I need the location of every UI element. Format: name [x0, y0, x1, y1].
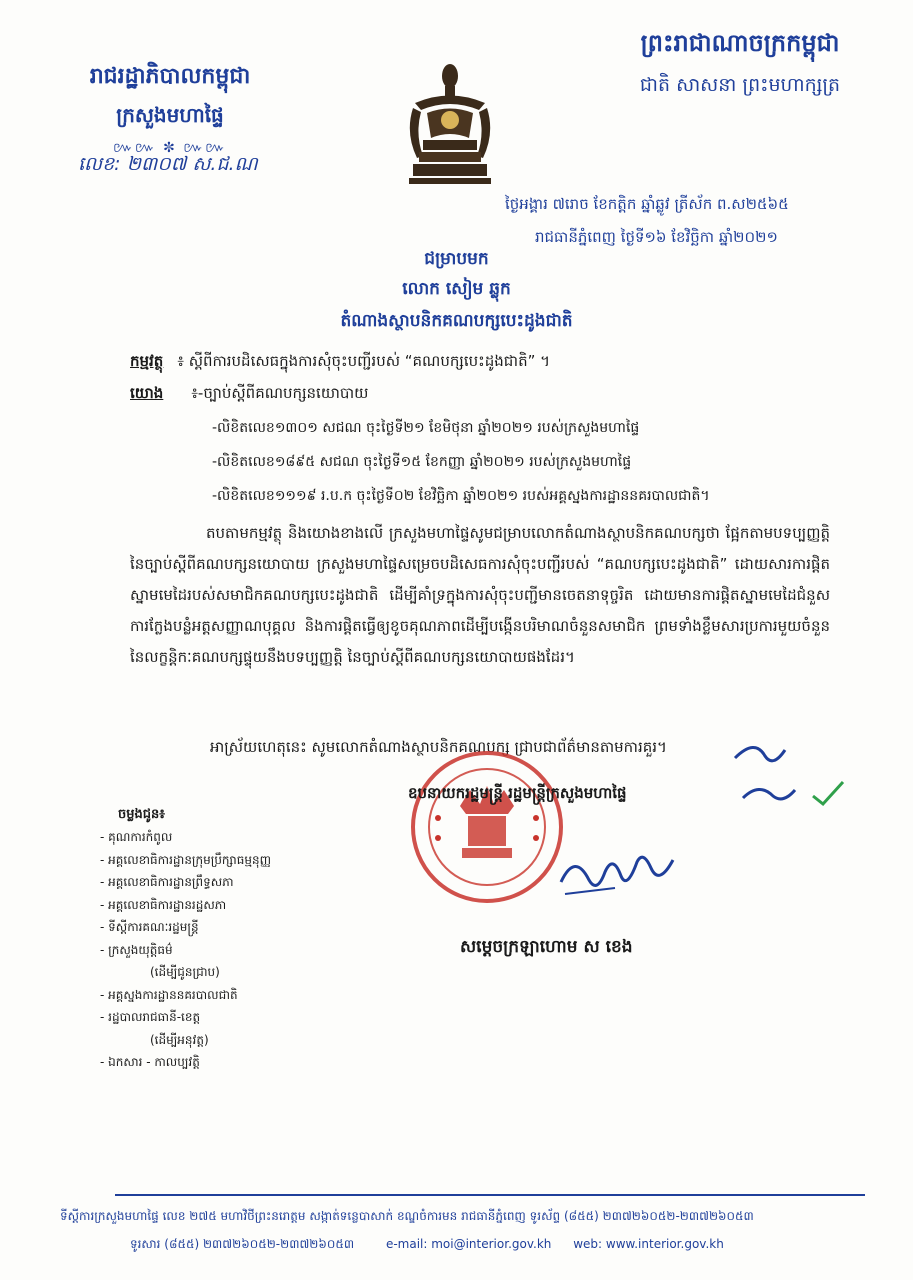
- cc-purpose-note: (ដើម្បីអនុវត្ត): [150, 1032, 209, 1047]
- cc-item: - គុណការកំពូល: [100, 830, 173, 844]
- cc-list: [100, 826, 271, 1074]
- recipient-name: លោក សៀម ឆ្លុក: [402, 279, 511, 299]
- solar-date: រាជធានីភ្នំពេញ ថ្ងៃទី១៦ ខែវិច្ឆិកា ឆ្នាំ២០២១: [535, 228, 778, 246]
- kingdom-name: ព្រះរាជាណាចក្រកម្ពុជា: [640, 29, 840, 57]
- reference-item: -លិខិតលេខ១១១៩ រ.ប.ក ចុះថ្ងៃទី០២ ខែវិច្ឆិកា ឆ្នាំ២០២១ របស់អគ្គស្នងការដ្ឋាននគរបាលជាតិ។: [212, 488, 710, 504]
- cc-title: ចម្លងជូន៖: [118, 807, 165, 822]
- footer-contacts: [130, 1236, 724, 1254]
- initials-check-icon: [725, 738, 875, 808]
- reference-label: យោង: [130, 384, 164, 402]
- reference-item: -លិខិតលេខ១៣០១ សជណ ចុះថ្ងៃទី២១ ខែមិថុនា ឆ្នាំ២០២១ របស់ក្រសួងមហាផ្ទៃ: [212, 420, 640, 436]
- official-seal-icon: [408, 748, 566, 906]
- footer-web: web: www.interior.gov.kh: [573, 1237, 724, 1251]
- cc-item: - អគ្គស្នងការដ្ឋាននគរបាលជាតិ: [100, 987, 238, 1002]
- national-motto: ជាតិ សាសនា ព្រះមហាក្សត្រ: [639, 74, 841, 96]
- cc-item: - រដ្ឋបាលរាជធានី-ខេត្ត: [100, 1010, 201, 1024]
- cc-item: - ឯកសារ - កាលប្បវត្តិ: [100, 1055, 200, 1069]
- cc-item: - ទីស្តីការគណៈរដ្ឋមន្ត្រី: [100, 920, 199, 934]
- header-ornament: ៚៚ ✼ ៚៚: [113, 140, 227, 156]
- signer-name: សម្តេចក្រឡាហោម ស ខេង: [460, 937, 633, 957]
- reference-item: ៖-ច្បាប់ស្តីពីគណបក្សនយោបាយ: [191, 384, 369, 402]
- subject-text: ៖ ស្តីពីការបដិសេធក្នុងការសុំចុះបញ្ជីរបស់ “គណបក្សបេះដូងជាតិ” ។: [177, 352, 551, 370]
- subject-line: [130, 352, 550, 374]
- handwritten-signature-icon: [555, 842, 685, 902]
- signatory-title: ឧបនាយករដ្ឋមន្ត្រី រដ្ឋមន្ត្រីក្រសួងមហាផ្ទៃ: [408, 784, 627, 802]
- subject-label: កម្មវត្ថុ: [130, 352, 164, 370]
- footer-divider: [115, 1194, 865, 1196]
- ministry-name: ក្រសួងមហាផ្ទៃ: [116, 103, 224, 127]
- cc-item: - អគ្គលេខាធិការដ្ឋានព្រឹទ្ធសភា: [100, 875, 234, 889]
- royal-emblem-icon: [395, 58, 505, 188]
- footer-address: ទីស្តីការក្រសួងមហាផ្ទៃ លេខ ២៧៥ មហាវិថីព្រះនរោត្តម សង្កាត់ទន្លេបាសាក់ ខណ្ឌចំការមន រាជធានីភ្នំពេញ ទូរស័ព្ទ (៨៥៥) ២៣៧២៦០៥២-២៣៧២៦០៥៣: [60, 1209, 754, 1223]
- reference-item: -លិខិតលេខ១៨៩៥ សជណ ចុះថ្ងៃទី១៥ ខែកញ្ញា ឆ្នាំ២០២១ របស់ក្រសួងមហាផ្ទៃ: [212, 454, 632, 470]
- cc-item: - អគ្គលេខាធិការដ្ឋានក្រុមប្រឹក្សាធម្មនុញ្ញ: [100, 852, 272, 867]
- footer-email: e-mail: moi@interior.gov.kh: [385, 1237, 552, 1251]
- greeting: ជម្រាបមក: [424, 249, 489, 269]
- ministry-header: [60, 62, 280, 159]
- reference-line: [130, 384, 368, 406]
- kingdom-header: [580, 28, 900, 101]
- closing-sentence: អាស្រ័យហេតុនេះ សូមលោកតំណាងស្ថាបនិកគណបក្ស ជ្រាបជាព័ត៌មានតាមការគួរ។: [210, 738, 667, 756]
- letter-body: [130, 518, 830, 673]
- body-paragraph: តបតាមកម្មវត្ថុ និងយោងខាងលើ ក្រសួងមហាផ្ទៃសូមជម្រាបលោកតំណាងស្ថាបនិកគណបក្សថា ផ្អែកតាមបទប្បញ្ញត្តិ នៃច្បាប់ស្តីពីគណបក្សនយោបាយ ក្រសួងមហាផ្ទៃសម្រេចបដិសេធការសុំចុះបញ្ជីរបស់ “គណបក្សបេះដូងជាតិ” ដោយសារការផ្តិតស្នាមមេដៃរបស់សមាជិកគណបក្សបេះដូងជាតិ ដើម្បីគាំទ្រក្នុងការសុំចុះបញ្ជីមានចេតនាទុច្ចរិត ដោយមានការផ្តិតស្នាមមេដៃជំនួស ការក្លែងបន្លំអត្តសញ្ញាណបុគ្គល និងការផ្តិតធ្វើឲ្យខូចគុណភាពដើម្បីបង្កើនបរិមាណចំនួនសមាជិក ព្រមទាំងខ្លឹមសារប្រការមួយចំនួន នៃលក្ខន្តិកៈគណបក្សផ្ទុយនឹងបទប្បញ្ញត្តិ នៃច្បាប់ស្តីពីគណបក្សនយោបាយផងដែរ។: [130, 524, 830, 666]
- lunar-date: ថ្ងៃអង្គារ ៧រោច ខែកត្តិក ឆ្នាំឆ្លូវ ត្រីស័ក ព.ស២៥៦៥: [505, 195, 789, 213]
- recipient-title: តំណាងស្ថាបនិកគណបក្សបេះដូងជាតិ: [340, 311, 573, 331]
- footer-fax: ទូរសារ (៨៥៥) ២៣៧២៦០៥២-២៣៧២៦០៥៣: [130, 1237, 355, 1251]
- cc-item: - អគ្គលេខាធិការដ្ឋានរដ្ឋសភា: [100, 897, 227, 912]
- reference-number: លេខ: ២៣០៧ ស.ជ.ណ: [78, 153, 258, 175]
- cc-item: - ក្រសួងយុត្តិធម៌: [100, 942, 173, 957]
- government-name: រាជរដ្ឋាភិបាលកម្ពុជា: [89, 64, 251, 89]
- cc-purpose-note: (ដើម្បីជូនជ្រាប): [150, 965, 220, 979]
